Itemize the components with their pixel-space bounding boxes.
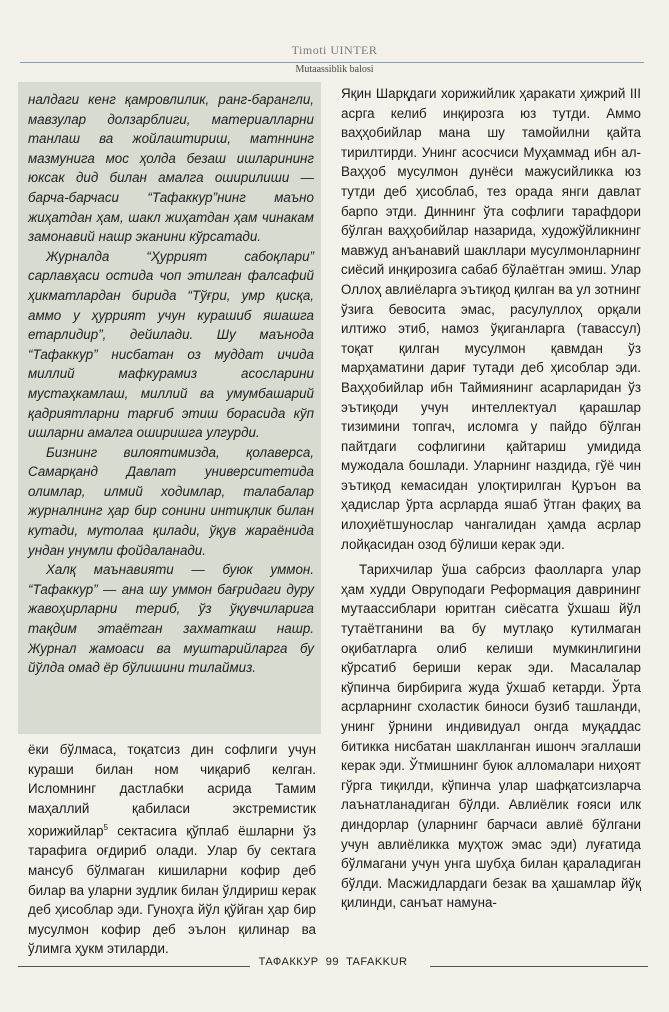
footer-left-word: ТАФАККУР bbox=[258, 956, 319, 968]
highlight-box-text bbox=[28, 90, 314, 678]
right-paragraph-1: Яқин Шарқдаги хорижийлик ҳаракати ҳижрий III асрга келиб инқирозга юз тутди. Аммо ваҳҳобийлар мана шу тамойилни қайта тирилтирди. Унинг асосчиси Муҳаммад ибн ал-Ваҳҳоб мусулмон дунёси мажусийликка юз тутди деб ҳисоблаб, тез орада янги давлат барпо этди. Диннинг ўта софлиги тарафдори бўлган ваҳҳобийлар назарида, художўйликнинг мавжуд анъанавий шакллари мусулмонларнинг сиёсий инқирозига сабаб бўлаётган эмиш. Улар Оллоҳ авлиёларга эътиқод қилган ва ул зотнинг ўзига бевосита эмас, расулуллоҳ орқали илтижо этиб, намоз ўқиганларга (тавассул) тоқат қилган мусулмон қавмдан ўз марҳаматини дариғ тутади деб ҳисоблар эди. Ваҳҳобийлар ибн Таймиянинг асарларидан ўз эътиқоди учун интеллектуал қарашлар тизимини топгач, исломга у пайдо бўлган пайтдаги софлигини қайтариш умидида мужодала бошлади. Уларнинг наздида, гўё чин эътиқод кемасидан улоқтирилган Қуръон ва ҳадислар ўрта асрларда яшаб ўтган фақиҳ ва илоҳиётшунослар чангалидан ҳамда асрлар лойқасидан озод бўлиши керак эди. bbox=[341, 86, 641, 552]
header-rule bbox=[20, 62, 644, 63]
box-paragraph-1: налдаги кенг қамровлилик, ранг-барангли, мавзулар долзарблиги, материалларни танлаш ва жойлаштириш, матннинг мазмунига мос ҳолда безаш ишларининг юксак дид билан амалга оширилиши — барча-барчаси “Тафаккур”нинг маъно жиҳатдан ҳам, шакл жиҳатдан ҳам чинакам замонавий нашр эканини кўрсатади. bbox=[28, 92, 314, 245]
box-paragraph-4: Халқ маънавияти — буюк уммон. “Тафаккур” — ана шу уммон бағридаги дуру жавоҳирларни териб, ўз ўқувчиларига тақдим этаётган захматкаш нашр. Журнал жамоаси ва муштарийларга бу йўлда омад ёр бўлишини тилаймиз. bbox=[28, 562, 314, 676]
page-footer bbox=[18, 956, 648, 976]
right-paragraph-2: Тарихчилар ўша сабрсиз фаолларга улар ҳам худди Овруподаги Реформация даврининг мутаассиблари юритган сиёсатга ўхшаш йўл тутаётганини ва бу мутлақо кутилмаган оқибатларга олиб келиши мумкинлигини кўрсатиб бериши керак эди. Масалалар кўпинча бирбирига жуда ўхшаб кетарди. Ўрта асрларнинг схоластик биноси бузиб ташланди, унинг ўрнини индивидуал онгда муқаддас битикка нисбатан шаклланган ишонч эгаллаши керак эди. Ўтмишнинг буюк алломалари ниҳоят гўрга тиқилди, кўпинча улар шафқатсизларча лаънатланадиган бўлди. Авлиёлик ғояси илк диндорлар (уларнинг барчаси авлиё бўлгани учун авлиёликка муҳтож эмас эди) луғатида бўлмагани учун унга шубҳа билан қараладиган бўлди. Масжидлардаги безак ва ҳашамлар йўқ қилинди, санъат намуна- bbox=[341, 562, 641, 911]
page-number: 99 bbox=[325, 956, 340, 968]
footer-label bbox=[253, 956, 414, 968]
footer-text bbox=[18, 956, 648, 968]
footnote-mark: 5 bbox=[103, 823, 108, 833]
box-paragraph-2: Журналда “Ҳуррият сабоқлари” сарлавҳаси остида чоп этилган фалсафий ҳикматлардан бирида “Тўғри, умр қисқа, аммо у ҳуррият учун курашиб яшашга етарлидир”, дейилади. Шу маънода “Тафаккур” нисбатан оз муддат ичида миллий мафкурамиз асосларини мустаҳкамлаш, миллий ва умумбашарий қадриятларни тарғиб этиш борасида кўп ишларни амалга оширишга улгурди. bbox=[28, 248, 314, 441]
header-subtitle: Mutaassiblik balosi bbox=[295, 64, 374, 75]
left-text-part-1: ёки бўлмаса, тоқатсиз дин софлиги учун кураши билан ном чиқариб келган. Исломнинг дастлабки асрида Тамим маҳаллий қабиласи экстремистик хорижийлар bbox=[28, 742, 316, 839]
box-paragraph-3: Бизнинг вилоятимизда, қолаверса, Самарқанд Давлат университетида олимлар, илмий ходимлар, талабалар журналнинг ҳар бир сонини интиқлик билан кутади, мутолаа қилади, ўқув жараёнида ундан унумли фойдаланади. bbox=[28, 444, 314, 558]
left-column-text bbox=[28, 740, 316, 959]
running-header bbox=[0, 43, 669, 75]
left-paragraph bbox=[28, 740, 316, 959]
right-column-text bbox=[341, 84, 641, 913]
header-author: Timoti UINTER bbox=[291, 43, 378, 57]
footer-right-word: TAFAKKUR bbox=[346, 956, 408, 968]
left-text-part-2: сектасига қўплаб ёшларни ўз тарафига оғдириб олади. Улар бу сектага мансуб бўлмаган кишиларни кофир деб билар ва уларни зудлик билан ўлдириш керак деб ҳисоблар эди. Гуноҳга йўл қўйган ҳар бир мусулмон кофир деб эълон қилинар ва ўлимга ҳукм этиларди. bbox=[28, 823, 316, 957]
